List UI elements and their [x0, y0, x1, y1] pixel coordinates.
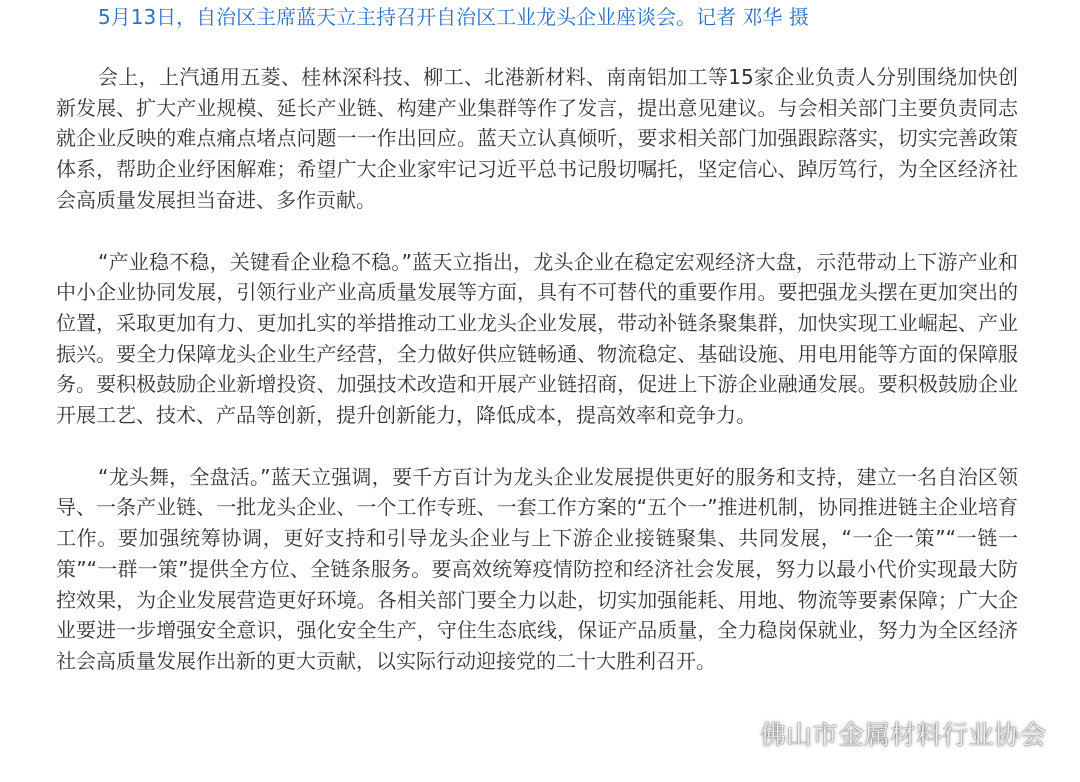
article-paragraph: “产业稳不稳，关键看企业稳不稳。”蓝天立指出，龙头企业在稳定宏观经济大盘，示范带动上下游产业和中小企业协同发展，引领行业产业高质量发展等方面，具有不可替代的重要作用。要把强龙头摆在更加突出的位置，采取更加有力、更加扎实的举措推动工业龙头企业发展，带动补链条聚集群，加快实现工业崛起、产业振兴。要全力保障龙头企业生产经营，全力做好供应链畅通、物流稳定、基础设施、用电用能等方面的保障服务。要积极鼓励企业新增投资、加强技术改造和开展产业链招商，促进上下游企业融通发展。要积极鼓励企业开展工艺、技术、产品等创新，提升创新能力，降低成本，提高效率和竞争力。: [56, 249, 1018, 428]
watermark-text: 佛山市金属材料行业协会: [759, 721, 1046, 751]
article-paragraph: “龙头舞，全盘活。”蓝天立强调，要千方百计为龙头企业发展提供更好的服务和支持，建立一名自治区领导、一条产业链、一批龙头企业、一个工作专班、一套工作方案的“五个一”推进机制，协同推进链主企业培育工作。要加强统筹协调，更好支持和引导龙头企业与上下游企业接链聚集、共同发展，“一企一策”“一链一策”“一群一策”提供全方位、全链条服务。要高效统筹疫情防控和经济社会发展，努力以最小代价实现最大防控效果，为企业发展营造更好环境。各相关部门要全力以赴，切实加强能耗、用地、物流等要素保障；广大企业要进一步增强安全意识，强化安全生产，守住生态底线，保证产品质量，全力稳岗保就业，努力为全区经济社会高质量发展作出新的更大贡献，以实际行动迎接党的二十大胜利召开。: [56, 464, 1018, 673]
article-paragraph: 会上，上汽通用五菱、桂林深科技、柳工、北港新材料、南南铝加工等15家企业负责人分别围绕加快创新发展、扩大产业规模、延长产业链、构建产业集群等作了发言，提出意见建议。与会相关部门主要负责同志就企业反映的难点痛点堵点问题一一作出回应。蓝天立认真倾听，要求相关部门加强跟踪落实，切实完善政策体系，帮助企业纾困解难；希望广大企业家牢记习近平总书记殷切嘱托，坚定信心、踔厉笃行，为全区经济社会高质量发展担当奋进、多作贡献。: [56, 65, 1018, 212]
wechat-watermark: [712, 720, 1046, 752]
photo-caption: 5月13日，自治区主席蓝天立主持召开自治区工业龙头企业座谈会。记者 邓华 摄: [98, 5, 809, 29]
article-body: [56, 62, 1018, 677]
wechat-icon: [712, 720, 752, 752]
